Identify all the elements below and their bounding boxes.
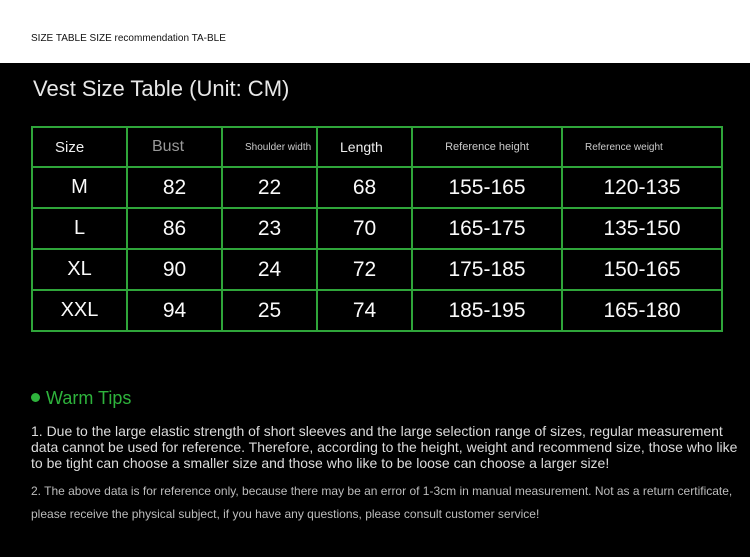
table-title: Vest Size Table (Unit: CM): [33, 76, 290, 101]
table-row: [32, 290, 722, 331]
table-cell: 155-165: [412, 167, 562, 208]
table-cell: 175-185: [412, 249, 562, 290]
header-caption: SIZE TABLE SIZE recommendation TA-BLE: [31, 33, 226, 44]
table-cell: 25: [222, 290, 317, 331]
header-shoulder-width: Shoulder width: [222, 127, 317, 167]
table-cell: 74: [317, 290, 412, 331]
table-cell: 165-175: [412, 208, 562, 249]
tips-heading: [31, 388, 131, 409]
table-cell: 120-135: [562, 167, 722, 208]
table-row: [32, 249, 722, 290]
table-cell: 165-180: [562, 290, 722, 331]
table-cell: 135-150: [562, 208, 722, 249]
table-header-row: [32, 127, 722, 167]
header-size: Size: [32, 127, 127, 167]
tip-item: 2. The above data is for reference only, because there may be an error of 1-3cm in manual measurement. Not as a return certificate, please receive the physical subject, if you have any questions, please consult customer service!: [31, 484, 733, 521]
table-cell: 24: [222, 249, 317, 290]
table-cell: XXL: [32, 290, 127, 331]
tip-item: 1. Due to the large elastic strength of short sleeves and the large selection range of sizes, regular measurement data cannot be used for reference. Therefore, according to the height, weight and recommend size, those who like to be tight can choose a smaller size and those who like to be loose can choose a larger size!: [31, 423, 738, 471]
table-cell: XL: [32, 249, 127, 290]
table-cell: 72: [317, 249, 412, 290]
header-bust: Bust: [127, 127, 222, 167]
table-cell: 94: [127, 290, 222, 331]
header-reference-weight: Reference weight: [562, 127, 722, 167]
table-cell: 68: [317, 167, 412, 208]
table-cell: 185-195: [412, 290, 562, 331]
header-reference-height: Reference height: [412, 127, 562, 167]
header-band: [0, 0, 750, 63]
table-cell: 22: [222, 167, 317, 208]
table-row: [32, 208, 722, 249]
table-cell: M: [32, 167, 127, 208]
table-cell: 86: [127, 208, 222, 249]
table-cell: 90: [127, 249, 222, 290]
table-cell: 23: [222, 208, 317, 249]
table-cell: 150-165: [562, 249, 722, 290]
table-row: [32, 167, 722, 208]
table-cell: 70: [317, 208, 412, 249]
bullet-dot-icon: [31, 393, 40, 402]
header-length: Length: [317, 127, 412, 167]
table-cell: L: [32, 208, 127, 249]
table-cell: 82: [127, 167, 222, 208]
tips-title: Warm Tips: [46, 388, 132, 408]
size-table: [31, 126, 723, 332]
